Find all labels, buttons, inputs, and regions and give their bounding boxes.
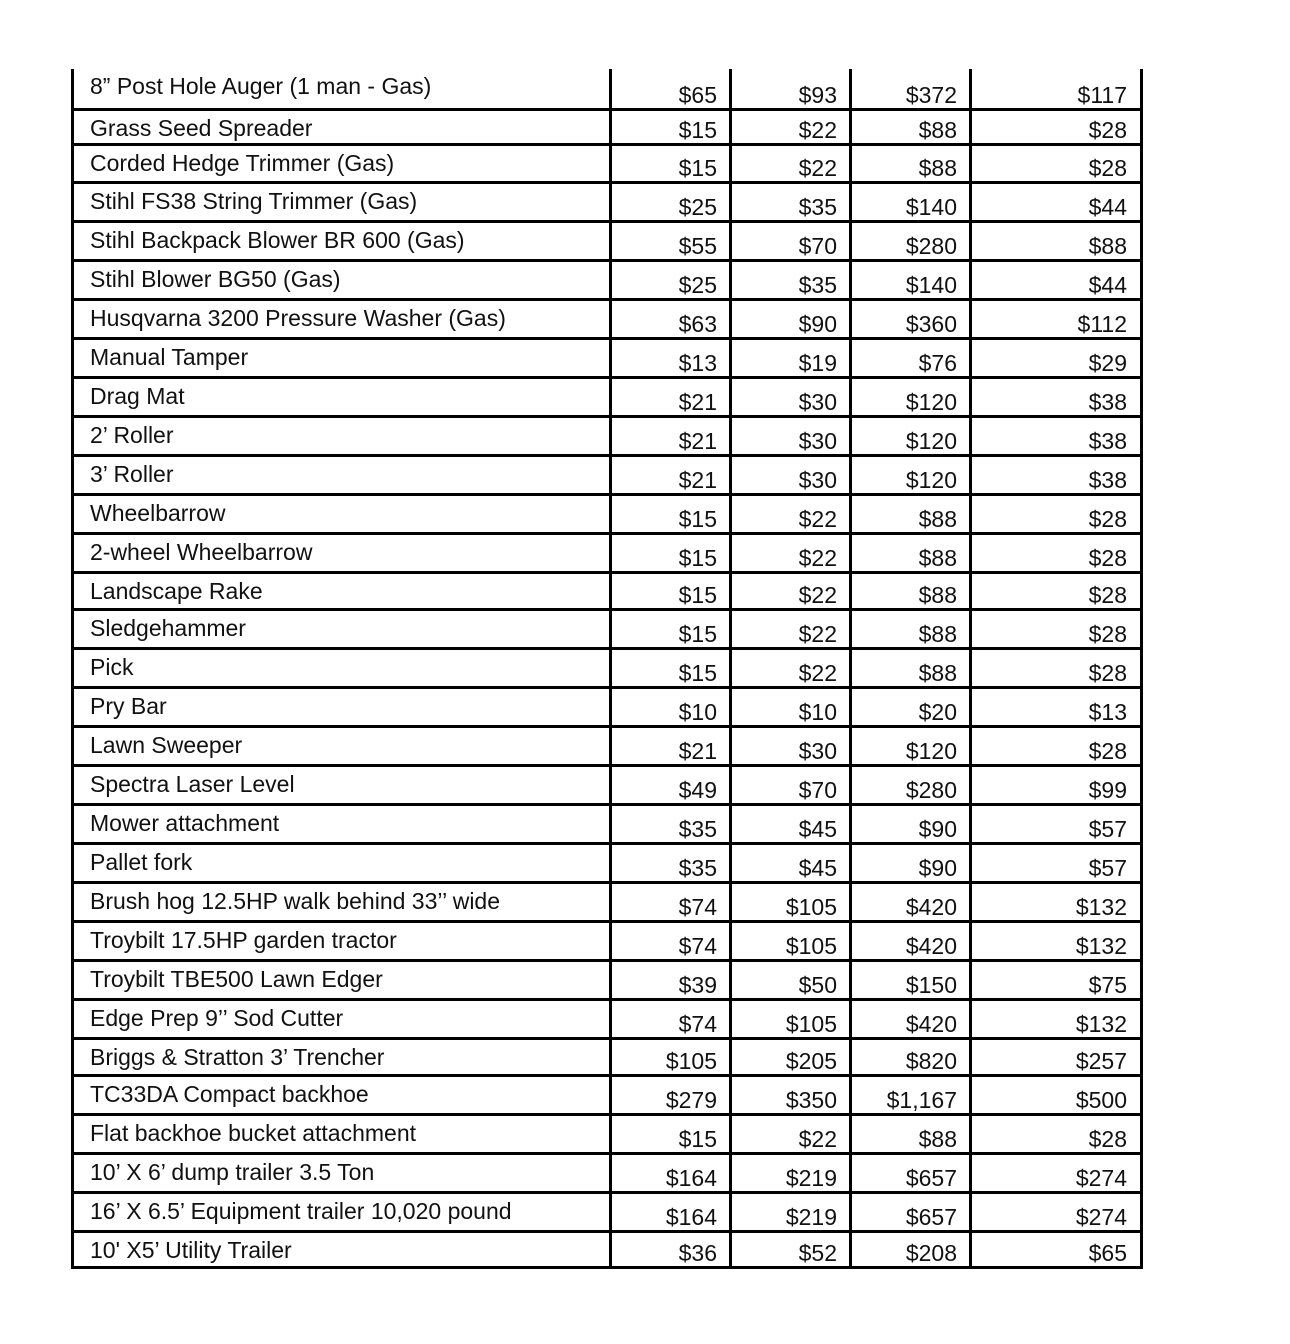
table-row xyxy=(73,495,1142,534)
price-col1-cell: $15 xyxy=(611,145,731,183)
price-col2-cell: $22 xyxy=(731,495,851,534)
price-col3-cell: $420 xyxy=(851,883,971,922)
price-col2-cell: $105 xyxy=(731,1000,851,1039)
price-col4-cell: $75 xyxy=(971,961,1142,1000)
price-col4-cell: $57 xyxy=(971,844,1142,883)
price-col3-cell: $420 xyxy=(851,922,971,961)
price-col1-cell: $25 xyxy=(611,261,731,300)
price-col2-cell: $22 xyxy=(731,145,851,183)
price-col3-cell: $140 xyxy=(851,261,971,300)
price-col4-cell: $99 xyxy=(971,766,1142,805)
price-col4-cell: $274 xyxy=(971,1193,1142,1232)
price-col3-cell: $280 xyxy=(851,766,971,805)
price-col1-cell: $21 xyxy=(611,456,731,495)
price-col1-cell: $15 xyxy=(611,1115,731,1154)
price-col1-cell: $74 xyxy=(611,922,731,961)
item-name-cell: 10' X5’ Utility Trailer xyxy=(73,1232,611,1268)
price-col3-cell: $360 xyxy=(851,300,971,339)
price-col1-cell: $15 xyxy=(611,573,731,610)
price-col4-cell: $38 xyxy=(971,378,1142,417)
price-col3-cell: $88 xyxy=(851,495,971,534)
table-row xyxy=(73,610,1142,649)
price-col3-cell: $88 xyxy=(851,649,971,688)
price-col1-cell: $74 xyxy=(611,1000,731,1039)
price-col4-cell: $38 xyxy=(971,417,1142,456)
item-name-cell: Pry Bar xyxy=(73,688,611,727)
table-row xyxy=(73,1154,1142,1193)
table-body xyxy=(73,69,1142,1268)
price-col2-cell: $45 xyxy=(731,805,851,844)
table-row xyxy=(73,339,1142,378)
table-row xyxy=(73,805,1142,844)
price-col3-cell: $657 xyxy=(851,1154,971,1193)
price-col1-cell: $164 xyxy=(611,1154,731,1193)
price-col1-cell: $105 xyxy=(611,1039,731,1076)
price-col1-cell: $35 xyxy=(611,805,731,844)
table-row xyxy=(73,300,1142,339)
price-col2-cell: $70 xyxy=(731,766,851,805)
price-col1-cell: $21 xyxy=(611,378,731,417)
price-col3-cell: $150 xyxy=(851,961,971,1000)
table-row xyxy=(73,183,1142,222)
item-name-cell: Brush hog 12.5HP walk behind 33’’ wide xyxy=(73,883,611,922)
price-col2-cell: $19 xyxy=(731,339,851,378)
table-row xyxy=(73,222,1142,261)
table-row xyxy=(73,883,1142,922)
price-col4-cell: $28 xyxy=(971,534,1142,573)
item-name-cell: 16’ X 6.5’ Equipment trailer 10,020 pound xyxy=(73,1193,611,1232)
item-name-cell: Pick xyxy=(73,649,611,688)
price-col4-cell: $44 xyxy=(971,183,1142,222)
item-name-cell: Troybilt TBE500 Lawn Edger xyxy=(73,961,611,1000)
price-col4-cell: $65 xyxy=(971,1232,1142,1268)
item-name-cell: Mower attachment xyxy=(73,805,611,844)
price-col4-cell: $13 xyxy=(971,688,1142,727)
table-row xyxy=(73,1039,1142,1076)
item-name-cell: Edge Prep 9’’ Sod Cutter xyxy=(73,1000,611,1039)
price-col1-cell: $39 xyxy=(611,961,731,1000)
price-col1-cell: $15 xyxy=(611,610,731,649)
price-col4-cell: $28 xyxy=(971,573,1142,610)
price-col3-cell: $820 xyxy=(851,1039,971,1076)
price-col1-cell: $21 xyxy=(611,727,731,766)
price-col3-cell: $76 xyxy=(851,339,971,378)
price-col2-cell: $105 xyxy=(731,922,851,961)
price-col2-cell: $50 xyxy=(731,961,851,1000)
price-col4-cell: $88 xyxy=(971,222,1142,261)
price-col3-cell: $88 xyxy=(851,610,971,649)
price-col2-cell: $30 xyxy=(731,417,851,456)
table-row xyxy=(73,573,1142,610)
price-col2-cell: $22 xyxy=(731,1115,851,1154)
price-col2-cell: $93 xyxy=(731,69,851,110)
price-col2-cell: $22 xyxy=(731,610,851,649)
item-name-cell: TC33DA Compact backhoe xyxy=(73,1076,611,1115)
price-col3-cell: $120 xyxy=(851,378,971,417)
price-col4-cell: $28 xyxy=(971,145,1142,183)
price-col3-cell: $90 xyxy=(851,844,971,883)
price-col4-cell: $57 xyxy=(971,805,1142,844)
item-name-cell: 2-wheel Wheelbarrow xyxy=(73,534,611,573)
price-col4-cell: $28 xyxy=(971,610,1142,649)
item-name-cell: Stihl FS38 String Trimmer (Gas) xyxy=(73,183,611,222)
price-col4-cell: $132 xyxy=(971,922,1142,961)
item-name-cell: Manual Tamper xyxy=(73,339,611,378)
item-name-cell: Lawn Sweeper xyxy=(73,727,611,766)
price-col3-cell: $657 xyxy=(851,1193,971,1232)
price-col1-cell: $36 xyxy=(611,1232,731,1268)
item-name-cell: Troybilt 17.5HP garden tractor xyxy=(73,922,611,961)
price-col4-cell: $29 xyxy=(971,339,1142,378)
equipment-price-table xyxy=(71,69,1143,1269)
price-col1-cell: $49 xyxy=(611,766,731,805)
price-col4-cell: $28 xyxy=(971,495,1142,534)
price-col1-cell: $35 xyxy=(611,844,731,883)
item-name-cell: Wheelbarrow xyxy=(73,495,611,534)
price-col2-cell: $70 xyxy=(731,222,851,261)
price-col2-cell: $22 xyxy=(731,649,851,688)
item-name-cell: Spectra Laser Level xyxy=(73,766,611,805)
price-col1-cell: $65 xyxy=(611,69,731,110)
item-name-cell: Stihl Blower BG50 (Gas) xyxy=(73,261,611,300)
price-col1-cell: $279 xyxy=(611,1076,731,1115)
table-row xyxy=(73,922,1142,961)
table-row xyxy=(73,534,1142,573)
item-name-cell: 2’ Roller xyxy=(73,417,611,456)
price-col3-cell: $20 xyxy=(851,688,971,727)
price-col4-cell: $28 xyxy=(971,1115,1142,1154)
price-col2-cell: $22 xyxy=(731,534,851,573)
price-col2-cell: $35 xyxy=(731,261,851,300)
table-row xyxy=(73,1000,1142,1039)
price-col1-cell: $74 xyxy=(611,883,731,922)
price-col2-cell: $350 xyxy=(731,1076,851,1115)
item-name-cell: Briggs & Stratton 3’ Trencher xyxy=(73,1039,611,1076)
item-name-cell: 10’ X 6’ dump trailer 3.5 Ton xyxy=(73,1154,611,1193)
item-name-cell: Stihl Backpack Blower BR 600 (Gas) xyxy=(73,222,611,261)
price-col3-cell: $372 xyxy=(851,69,971,110)
price-col4-cell: $257 xyxy=(971,1039,1142,1076)
price-col1-cell: $15 xyxy=(611,495,731,534)
price-col4-cell: $44 xyxy=(971,261,1142,300)
price-col1-cell: $15 xyxy=(611,649,731,688)
price-col2-cell: $30 xyxy=(731,456,851,495)
price-col2-cell: $52 xyxy=(731,1232,851,1268)
table-row xyxy=(73,844,1142,883)
table-row xyxy=(73,110,1142,145)
table-row xyxy=(73,145,1142,183)
item-name-cell: Sledgehammer xyxy=(73,610,611,649)
table-row xyxy=(73,1232,1142,1268)
table-row xyxy=(73,261,1142,300)
price-col2-cell: $22 xyxy=(731,110,851,145)
table-row xyxy=(73,1076,1142,1115)
table-row xyxy=(73,961,1142,1000)
table-row xyxy=(73,688,1142,727)
item-name-cell: Flat backhoe bucket attachment xyxy=(73,1115,611,1154)
price-col3-cell: $140 xyxy=(851,183,971,222)
price-col2-cell: $30 xyxy=(731,378,851,417)
price-col3-cell: $88 xyxy=(851,1115,971,1154)
item-name-cell: Landscape Rake xyxy=(73,573,611,610)
table-row xyxy=(73,1193,1142,1232)
table-row xyxy=(73,727,1142,766)
price-col3-cell: $1,167 xyxy=(851,1076,971,1115)
price-col2-cell: $219 xyxy=(731,1154,851,1193)
table-row xyxy=(73,1115,1142,1154)
price-col1-cell: $13 xyxy=(611,339,731,378)
table-row xyxy=(73,69,1142,110)
price-col2-cell: $30 xyxy=(731,727,851,766)
price-col1-cell: $15 xyxy=(611,110,731,145)
price-col1-cell: $15 xyxy=(611,534,731,573)
price-col3-cell: $280 xyxy=(851,222,971,261)
price-col3-cell: $88 xyxy=(851,145,971,183)
item-name-cell: Corded Hedge Trimmer (Gas) xyxy=(73,145,611,183)
price-col4-cell: $132 xyxy=(971,1000,1142,1039)
price-col3-cell: $208 xyxy=(851,1232,971,1268)
price-col2-cell: $22 xyxy=(731,573,851,610)
price-col3-cell: $88 xyxy=(851,534,971,573)
price-col4-cell: $274 xyxy=(971,1154,1142,1193)
price-col1-cell: $21 xyxy=(611,417,731,456)
price-col1-cell: $55 xyxy=(611,222,731,261)
price-col4-cell: $28 xyxy=(971,649,1142,688)
price-col2-cell: $10 xyxy=(731,688,851,727)
price-col2-cell: $45 xyxy=(731,844,851,883)
item-name-cell: Pallet fork xyxy=(73,844,611,883)
price-col2-cell: $35 xyxy=(731,183,851,222)
price-col2-cell: $105 xyxy=(731,883,851,922)
price-col1-cell: $63 xyxy=(611,300,731,339)
price-col1-cell: $10 xyxy=(611,688,731,727)
price-col4-cell: $132 xyxy=(971,883,1142,922)
price-col1-cell: $164 xyxy=(611,1193,731,1232)
price-col4-cell: $38 xyxy=(971,456,1142,495)
price-col3-cell: $88 xyxy=(851,573,971,610)
price-col2-cell: $205 xyxy=(731,1039,851,1076)
price-col2-cell: $90 xyxy=(731,300,851,339)
item-name-cell: Grass Seed Spreader xyxy=(73,110,611,145)
item-name-cell: Drag Mat xyxy=(73,378,611,417)
price-col2-cell: $219 xyxy=(731,1193,851,1232)
table-row xyxy=(73,766,1142,805)
price-col3-cell: $90 xyxy=(851,805,971,844)
price-col3-cell: $120 xyxy=(851,417,971,456)
table-row xyxy=(73,456,1142,495)
price-col3-cell: $420 xyxy=(851,1000,971,1039)
price-col1-cell: $25 xyxy=(611,183,731,222)
price-col4-cell: $117 xyxy=(971,69,1142,110)
table-row xyxy=(73,649,1142,688)
item-name-cell: 8” Post Hole Auger (1 man - Gas) xyxy=(73,69,611,110)
item-name-cell: Husqvarna 3200 Pressure Washer (Gas) xyxy=(73,300,611,339)
price-col4-cell: $28 xyxy=(971,110,1142,145)
price-col3-cell: $88 xyxy=(851,110,971,145)
item-name-cell: 3’ Roller xyxy=(73,456,611,495)
price-col3-cell: $120 xyxy=(851,456,971,495)
price-col4-cell: $28 xyxy=(971,727,1142,766)
price-col3-cell: $120 xyxy=(851,727,971,766)
table-row xyxy=(73,378,1142,417)
table-row xyxy=(73,417,1142,456)
price-col4-cell: $112 xyxy=(971,300,1142,339)
price-col4-cell: $500 xyxy=(971,1076,1142,1115)
